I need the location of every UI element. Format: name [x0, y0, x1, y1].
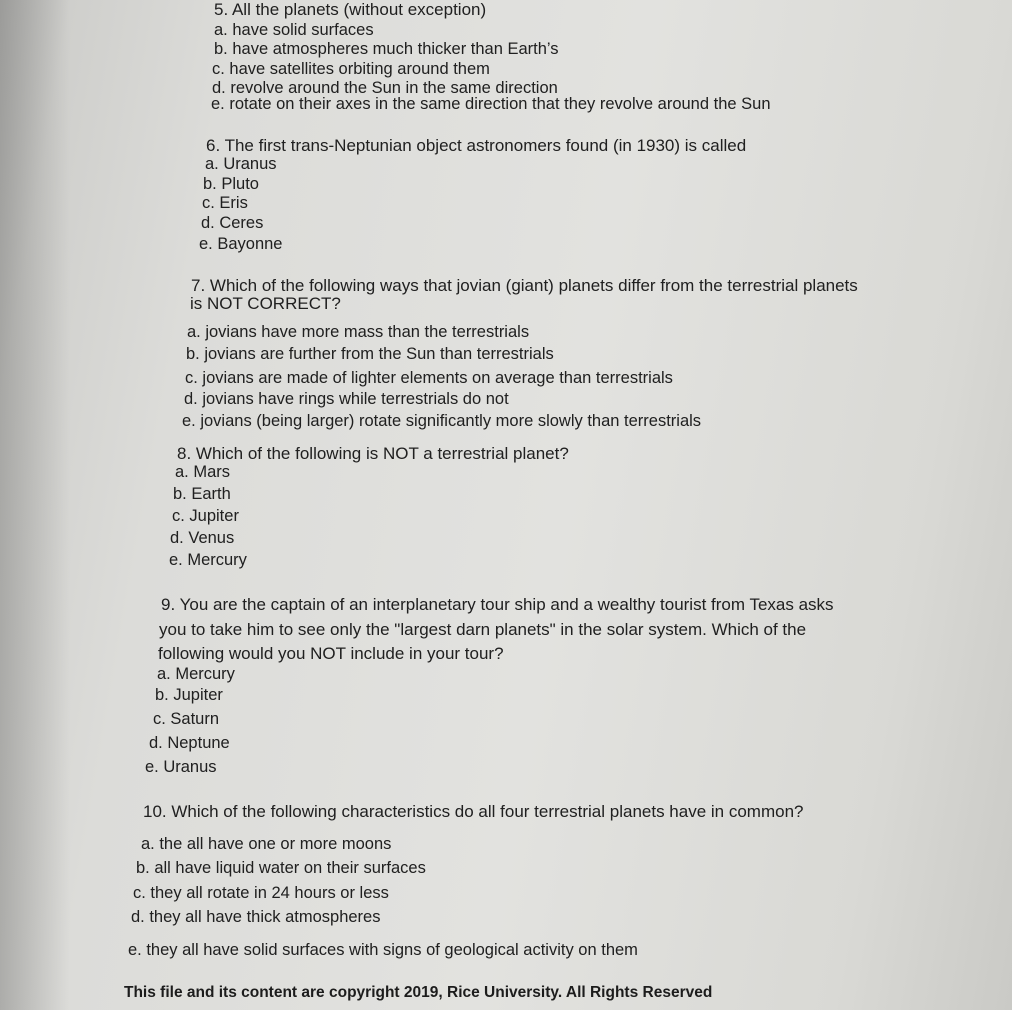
question-6-stem: 6. The first trans-Neptunian object astronomers found (in 1930) is called: [206, 136, 747, 155]
question-10-option-d: d. they all have thick atmospheres: [131, 908, 381, 926]
question-10-option-a: a. the all have one or more moons: [141, 835, 392, 853]
question-7-option-e: e. jovians (being larger) rotate significantly more slowly than terrestrials: [182, 412, 702, 430]
question-5-option-a: a. have solid surfaces: [214, 21, 374, 39]
question-8-option-a: a. Mars: [175, 463, 231, 481]
question-8-option-c: c. Jupiter: [172, 507, 239, 525]
question-8-option-e: e. Mercury: [169, 551, 247, 569]
question-5-option-e: e. rotate on their axes in the same direction that they revolve around the Sun: [211, 95, 771, 113]
copyright-footer: This file and its content are copyright 2019, Rice University. All Rights Reserved: [124, 984, 713, 1001]
question-5-stem: 5. All the planets (without exception): [214, 0, 487, 19]
question-10-option-c: c. they all rotate in 24 hours or less: [133, 884, 389, 902]
question-7-stem-line-2: is NOT CORRECT?: [190, 294, 341, 313]
question-9-option-c: c. Saturn: [153, 710, 220, 728]
question-9-stem-line-1: 9. You are the captain of an interplanetary tour ship and a wealthy tourist from Texas asks: [161, 595, 834, 614]
question-6-option-d: d. Ceres: [201, 214, 264, 232]
question-9-stem-line-2: you to take him to see only the "largest darn planets" in the solar system. Which of the: [159, 620, 807, 639]
question-7-stem-line-1: 7. Which of the following ways that jovian (giant) planets differ from the terrestrial planets: [191, 276, 858, 295]
question-9-option-b: b. Jupiter: [155, 686, 223, 704]
question-7-option-b: b. jovians are further from the Sun than terrestrials: [186, 345, 554, 363]
question-10-option-e: e. they all have solid surfaces with signs of geological activity on them: [128, 941, 638, 959]
question-8-stem: 8. Which of the following is NOT a terrestrial planet?: [177, 444, 569, 463]
question-8-option-b: b. Earth: [173, 485, 231, 503]
question-10-stem: 10. Which of the following characteristics do all four terrestrial planets have in common?: [143, 802, 804, 821]
question-5-option-c: c. have satellites orbiting around them: [212, 60, 490, 78]
question-9-option-d: d. Neptune: [149, 734, 230, 752]
question-6-option-c: c. Eris: [202, 194, 248, 212]
question-7-option-a: a. jovians have more mass than the terrestrials: [187, 323, 530, 341]
question-10-option-b: b. all have liquid water on their surfaces: [136, 859, 426, 877]
question-6-option-a: a. Uranus: [205, 155, 277, 173]
question-9-option-e: e. Uranus: [145, 758, 217, 776]
question-7-option-c: c. jovians are made of lighter elements on average than terrestrials: [185, 369, 673, 387]
question-6-option-b: b. Pluto: [203, 175, 259, 193]
question-6-option-e: e. Bayonne: [199, 235, 283, 253]
question-5-option-d: d. revolve around the Sun in the same direction: [212, 79, 558, 97]
question-9-stem-line-3: following would you NOT include in your tour?: [158, 644, 504, 663]
question-5-option-b: b. have atmospheres much thicker than Earth’s: [214, 40, 559, 58]
question-7-option-d: d. jovians have rings while terrestrials do not: [184, 390, 509, 408]
question-9-option-a: a. Mercury: [157, 665, 235, 683]
question-8-option-d: d. Venus: [170, 529, 235, 547]
